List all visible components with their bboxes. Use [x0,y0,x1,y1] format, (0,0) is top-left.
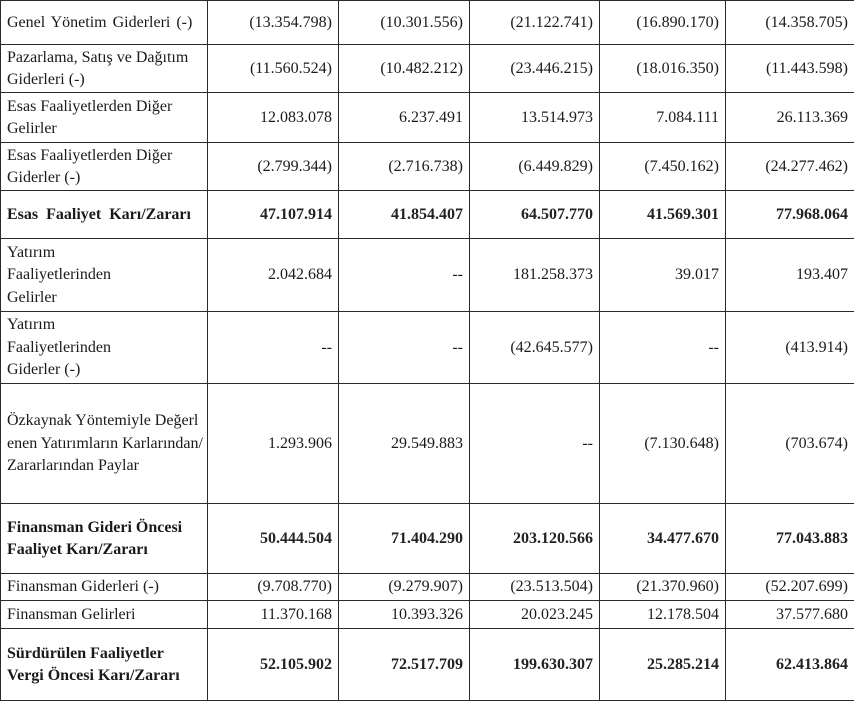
row-label: Yatırım Faaliyetlerinden Gelirler [1,239,208,312]
table-row [1,384,854,504]
table-row [1,312,854,384]
row-label: Sürdürülen Faaliyetler Vergi Öncesi Karı/Zararı [1,629,208,701]
value-cell: (11.560.524) [208,45,339,93]
value-cell: (16.890.170) [600,1,726,45]
table-row [1,504,854,574]
value-cell: (52.207.699) [726,574,854,601]
value-cell: (21.122.741) [470,1,600,45]
value-cell: (24.277.462) [726,143,854,191]
value-cell: (10.301.556) [339,1,470,45]
value-cell: 64.507.770 [470,191,600,239]
value-cell: 41.854.407 [339,191,470,239]
value-cell: (21.370.960) [600,574,726,601]
value-cell: 10.393.326 [339,601,470,629]
row-label: Finansman Gelirleri [1,601,208,629]
value-cell: 181.258.373 [470,239,600,312]
value-cell: 26.113.369 [726,93,854,143]
value-cell: 50.444.504 [208,504,339,574]
value-cell: (413.914) [726,312,854,384]
value-cell: 39.017 [600,239,726,312]
value-cell: 13.514.973 [470,93,600,143]
row-label: Genel Yönetim Giderleri (-) [1,1,208,45]
value-cell: 71.404.290 [339,504,470,574]
table-row [1,574,854,601]
table-row [1,93,854,143]
value-cell: 77.968.064 [726,191,854,239]
value-cell: 72.517.709 [339,629,470,701]
value-cell: 7.084.111 [600,93,726,143]
value-cell: 20.023.245 [470,601,600,629]
value-cell: -- [208,312,339,384]
value-cell: 77.043.883 [726,504,854,574]
value-cell: 41.569.301 [600,191,726,239]
table-row [1,191,854,239]
row-label: Esas Faaliyetlerden Diğer Gelirler [1,93,208,143]
value-cell: (9.708.770) [208,574,339,601]
value-cell: 12.178.504 [600,601,726,629]
value-cell: (18.016.350) [600,45,726,93]
value-cell: (2.716.738) [339,143,470,191]
value-cell: (11.443.598) [726,45,854,93]
row-label: Finansman Giderleri (-) [1,574,208,601]
table-row [1,629,854,701]
value-cell: (23.513.504) [470,574,600,601]
value-cell: 11.370.168 [208,601,339,629]
value-cell: 2.042.684 [208,239,339,312]
value-cell: 29.549.883 [339,384,470,504]
row-label: Pazarlama, Satış ve Dağıtım Giderleri (-) [1,45,208,93]
value-cell: 193.407 [726,239,854,312]
value-cell: (9.279.907) [339,574,470,601]
value-cell: (23.446.215) [470,45,600,93]
table-row [1,1,854,45]
value-cell: -- [339,312,470,384]
value-cell: 6.237.491 [339,93,470,143]
value-cell: (7.450.162) [600,143,726,191]
value-cell: (703.674) [726,384,854,504]
value-cell: (6.449.829) [470,143,600,191]
value-cell: 12.083.078 [208,93,339,143]
row-label: Yatırım Faaliyetlerinden Giderler (-) [1,312,208,384]
table-row [1,143,854,191]
value-cell: (42.645.577) [470,312,600,384]
table-row [1,45,854,93]
value-cell: (2.799.344) [208,143,339,191]
value-cell: -- [600,312,726,384]
value-cell: 203.120.566 [470,504,600,574]
row-label: Özkaynak Yöntemiyle Değerlenen Yatırımların Karlarından/Zararlarından Paylar [1,384,208,504]
value-cell: 25.285.214 [600,629,726,701]
row-label: Esas Faaliyet Karı/Zararı [1,191,208,239]
value-cell: (13.354.798) [208,1,339,45]
value-cell: -- [339,239,470,312]
value-cell: 47.107.914 [208,191,339,239]
value-cell: (7.130.648) [600,384,726,504]
value-cell: 52.105.902 [208,629,339,701]
row-label: Finansman Gideri Öncesi Faaliyet Karı/Zararı [1,504,208,574]
value-cell: 199.630.307 [470,629,600,701]
table-row [1,601,854,629]
value-cell: (10.482.212) [339,45,470,93]
row-label: Esas Faaliyetlerden Diğer Giderler (-) [1,143,208,191]
value-cell: 1.293.906 [208,384,339,504]
value-cell: 34.477.670 [600,504,726,574]
table-row [1,239,854,312]
value-cell: (14.358.705) [726,1,854,45]
value-cell: 37.577.680 [726,601,854,629]
value-cell: -- [470,384,600,504]
value-cell: 62.413.864 [726,629,854,701]
